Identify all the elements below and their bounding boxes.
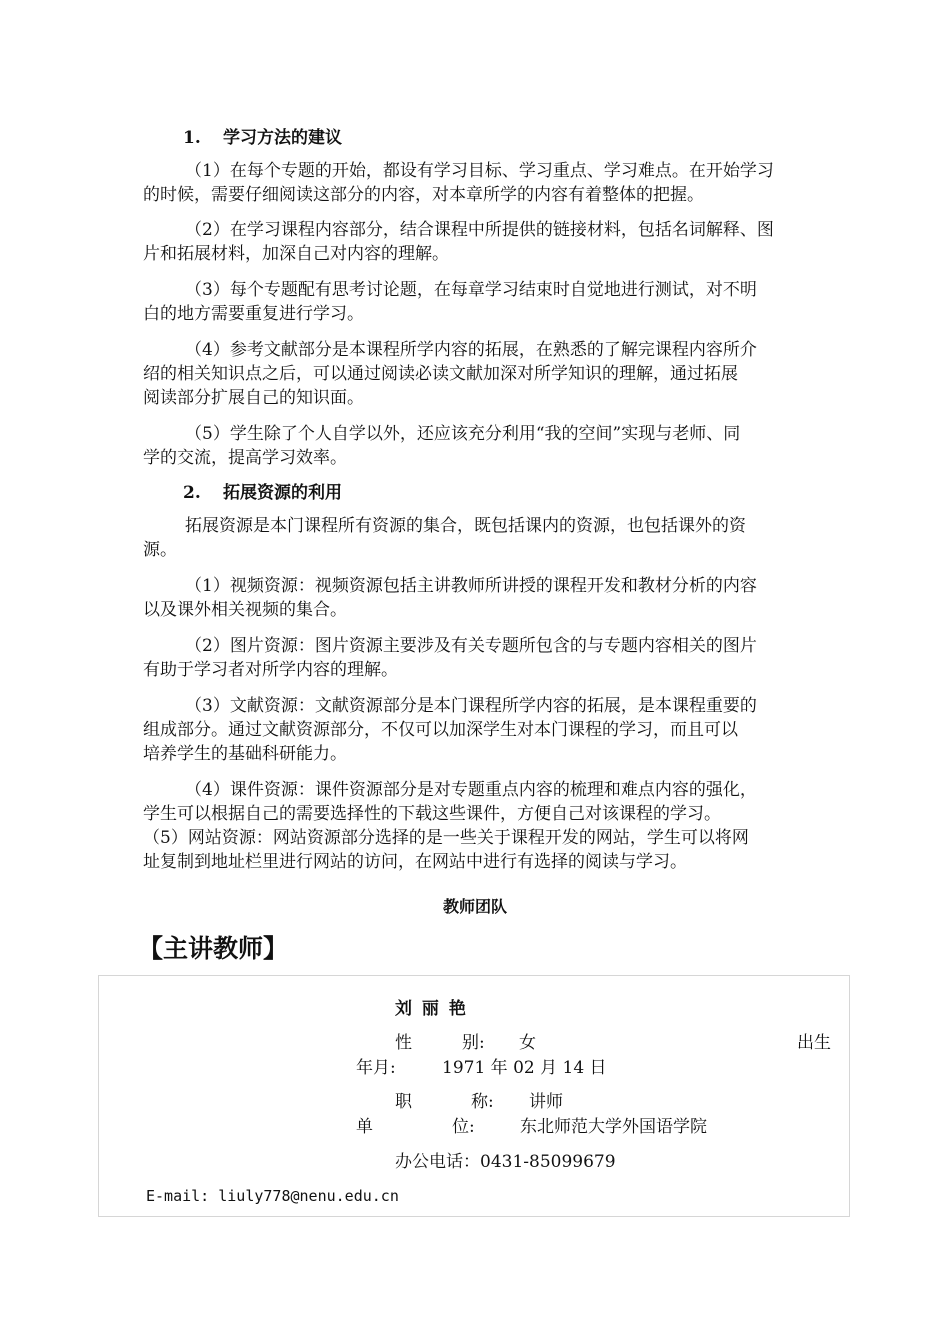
section-title: 拓展资源的利用 [223, 483, 342, 503]
paragraph [143, 694, 807, 766]
text-line: （4）课件资源：课件资源部分是对专题重点内容的梳理和难点内容的强化， [185, 780, 757, 800]
text-line: （1）视频资源：视频资源包括主讲教师所讲授的课程开发和教材分析的内容 [185, 576, 757, 596]
paragraph [143, 574, 807, 622]
text-line: （4）参考文献部分是本课程所学内容的拓展，在熟悉的了解完课程内容所介 [185, 340, 757, 360]
paragraph [143, 634, 807, 682]
section-number: 1. [183, 128, 201, 148]
office-phone: 办公电话：0431-85099679 [395, 1152, 616, 1172]
paragraph [143, 338, 807, 410]
text-line: （2）在学习课程内容部分，结合课程中所提供的链接材料，包括名词解释、图 [185, 220, 774, 240]
gender-label: 性 [395, 1033, 412, 1053]
text-line: 的时候，需要仔细阅读这部分的内容，对本章所学的内容有着整体的把握。 [143, 185, 704, 205]
text-line: 拓展资源是本门课程所有资源的集合，既包括课内的资源，也包括课外的资 [185, 516, 746, 536]
lecturer-card [98, 975, 850, 1217]
text-line: （5）网站资源：网站资源部分选择的是一些关于课程开发的网站，学生可以将网 [143, 828, 749, 848]
title-label: 职 [395, 1092, 412, 1112]
lecturer-heading: 【主讲教师】 [138, 934, 289, 963]
unit-label: 单 [356, 1117, 373, 1137]
email: E-mail: liuly778@nenu.edu.cn [146, 1187, 399, 1205]
text-line: 学的交流，提高学习效率。 [143, 448, 347, 468]
paragraph [143, 514, 807, 562]
title-label: 称: [471, 1092, 494, 1112]
birth-value: 1971 年 02 月 14 日 [442, 1058, 607, 1078]
team-title: 教师团队 [442, 897, 507, 916]
lecturer-name: 刘 丽 艳 [395, 999, 468, 1019]
unit-value: 东北师范大学外国语学院 [520, 1117, 707, 1137]
section-heading [183, 482, 342, 504]
section-heading [183, 127, 342, 149]
paragraph [143, 159, 807, 207]
section-number: 2. [183, 483, 201, 503]
text-line: 培养学生的基础科研能力。 [143, 744, 347, 764]
text-line: （5）学生除了个人自学以外，还应该充分利用“我的空间”实现与老师、同 [185, 424, 741, 444]
text-line: 址复制到地址栏里进行网站的访问，在网站中进行有选择的阅读与学习。 [143, 852, 687, 872]
gender-label: 别: [462, 1033, 485, 1053]
gender-value: 女 [519, 1033, 536, 1053]
text-line: （2）图片资源：图片资源主要涉及有关专题所包含的与专题内容相关的图片 [185, 636, 757, 656]
text-line: 以及课外相关视频的集合。 [143, 600, 347, 620]
text-line: 阅读部分扩展自己的知识面。 [143, 388, 364, 408]
text-line: 绍的相关知识点之后，可以通过阅读必读文献加深对所学知识的理解，通过拓展 [143, 364, 738, 384]
section-title: 学习方法的建议 [223, 128, 342, 148]
birth-label: 出生 [797, 1033, 831, 1053]
text-line: 片和拓展材料，加深自己对内容的理解。 [143, 244, 449, 264]
title-value: 讲师 [529, 1092, 563, 1112]
paragraph [143, 218, 807, 266]
paragraph [143, 422, 807, 470]
text-line: 白的地方需要重复进行学习。 [143, 304, 364, 324]
text-line: 学生可以根据自己的需要选择性的下载这些课件，方便自己对该课程的学习。 [143, 804, 721, 824]
text-line: 有助于学习者对所学内容的理解。 [143, 660, 398, 680]
birth-label: 年月: [356, 1058, 396, 1078]
text-line: （3）文献资源：文献资源部分是本门课程所学内容的拓展，是本课程重要的 [185, 696, 757, 716]
paragraph [143, 278, 807, 326]
paragraph [143, 778, 807, 874]
text-line: （3）每个专题配有思考讨论题，在每章学习结束时自觉地进行测试，对不明 [185, 280, 757, 300]
unit-label: 位: [452, 1117, 475, 1137]
text-line: 组成部分。通过文献资源部分，不仅可以加深学生对本门课程的学习，而且可以 [143, 720, 738, 740]
text-line: （1）在每个专题的开始，都设有学习目标、学习重点、学习难点。在开始学习 [185, 161, 774, 181]
text-line: 源。 [143, 540, 177, 560]
